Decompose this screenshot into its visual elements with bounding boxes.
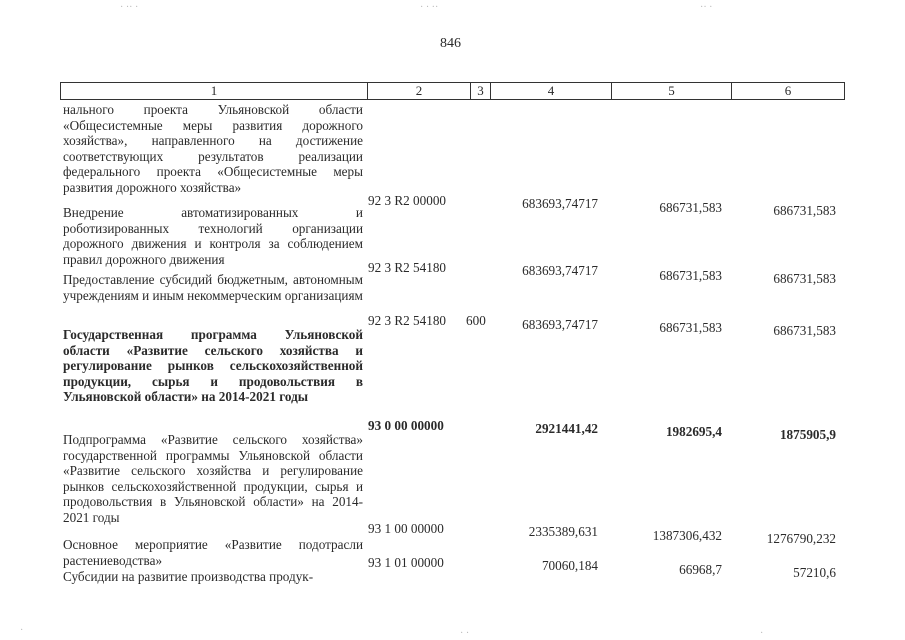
row-value-col4: 2921441,42 — [535, 421, 598, 436]
header-col-1: 1 — [60, 82, 368, 100]
row-value-col6: 57210,6 — [793, 565, 836, 580]
scan-speck: · · — [460, 628, 470, 639]
scan-speck: · ·· · — [120, 2, 139, 13]
scan-speck: · — [20, 625, 24, 636]
row-code: 93 1 01 00000 — [368, 555, 444, 570]
row-description: Основное мероприятие «Развитие подотрасли растениеводства» — [63, 537, 363, 568]
row-description: Государственная программа Ульяновской области «Развитие сельского хозяйства и регулирование рынков сельскохозяйственной продукции, сырья и продовольствия в Ульяновской области» на 2014-2021 годы — [63, 327, 363, 405]
row-description: Предоставление субсидий бюджетным, автономным учреждениям и иным некоммерческим организациям — [63, 272, 363, 303]
row-code: 93 1 00 00000 — [368, 521, 444, 536]
row-value-col4: 683693,74717 — [522, 317, 598, 332]
scan-speck: · — [760, 628, 764, 639]
header-col-2: 2 — [367, 82, 471, 100]
header-col-4: 4 — [490, 82, 612, 100]
header-col-5: 5 — [611, 82, 732, 100]
row-value-col6: 686731,583 — [773, 323, 836, 338]
row-value-col5: 686731,583 — [659, 200, 722, 215]
row-value-col5: 686731,583 — [659, 268, 722, 283]
row-value-col5: 66968,7 — [679, 562, 722, 577]
scan-speck: · · ·· — [420, 2, 439, 13]
row-value-col5: 686731,583 — [659, 320, 722, 335]
row-description: нального проекта Ульяновской области «Общесистемные меры развития дорожного хозяйства», направленного на достижение соответствующих результатов реализации федерального проекта «Общесистемные меры развития дорожного хозяйства» — [63, 102, 363, 195]
row-value-col6: 686731,583 — [773, 271, 836, 286]
row-value-col4: 2335389,631 — [528, 524, 598, 539]
row-description: Подпрограмма «Развитие сельского хозяйства» государственной программы Ульяновской области «Развитие сельского хозяйства и регулирование рынков сельскохозяйственной продукции, сырья и продовольствия в Ульяновской области» на 2014-2021 годы — [63, 432, 363, 525]
row-code: 92 3 R2 54180 — [368, 313, 447, 328]
row-value-col4: 683693,74717 — [522, 263, 598, 278]
row-code: 92 3 R2 54180 — [368, 260, 447, 275]
row-value-col6: 1875905,9 — [779, 427, 836, 442]
header-col-6: 6 — [731, 82, 845, 100]
row-description: Субсидии на развитие производства продук- — [63, 569, 314, 584]
row-code: 92 3 R2 00000 — [368, 193, 447, 208]
row-value-col4: 683693,74717 — [522, 196, 598, 211]
page-number: 846 — [440, 36, 461, 51]
row-value-col4: 70060,184 — [541, 558, 598, 573]
row-value-col6: 686731,583 — [773, 203, 836, 218]
scan-speck: ·· · — [700, 2, 713, 13]
row-code: 93 0 00 00000 — [368, 418, 444, 433]
header-col-3: 3 — [470, 82, 491, 100]
row-value-col5: 1387306,432 — [652, 528, 722, 543]
row-value-col5: 1982695,4 — [665, 424, 722, 439]
row-value-col6: 1276790,232 — [766, 531, 836, 546]
row-group-code: 600 — [466, 313, 486, 328]
row-description: Внедрение автоматизированных и роботизированных технологий организации дорожного движения и контроля за соблюдением правил дорожного движения — [63, 205, 363, 267]
